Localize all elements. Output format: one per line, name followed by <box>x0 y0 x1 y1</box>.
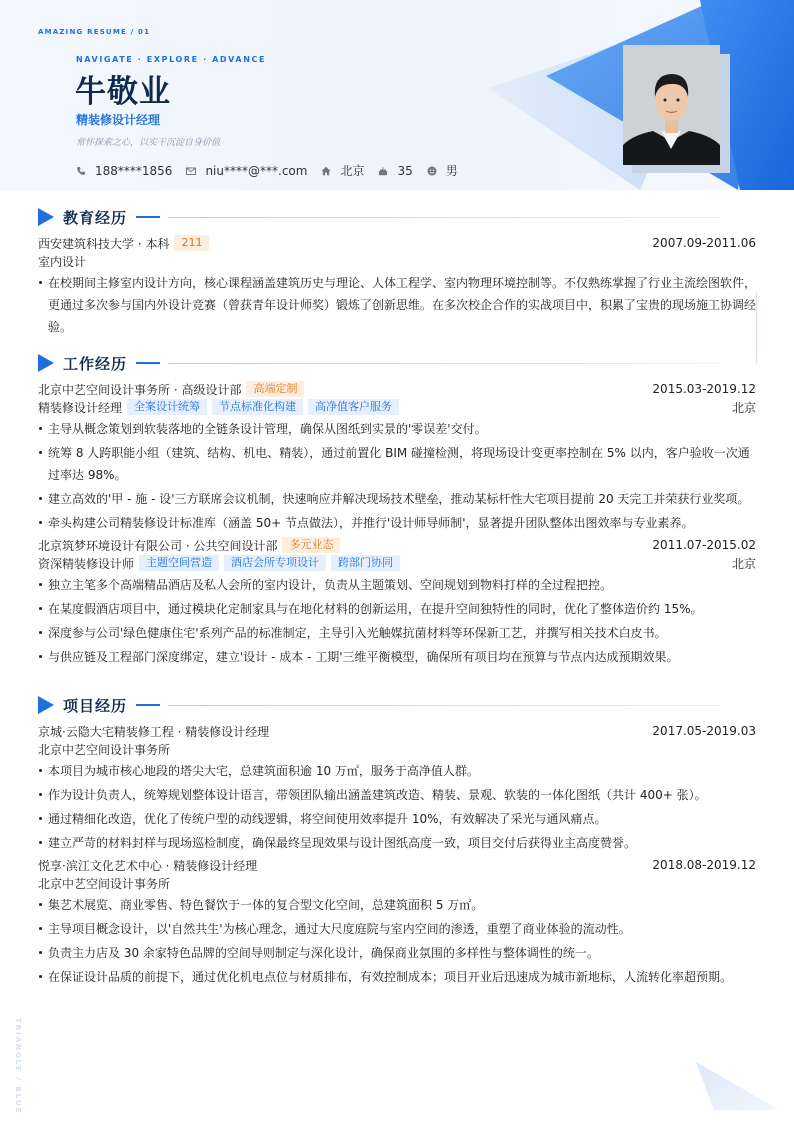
slogan-tag: NAVIGATE · EXPLORE · ADVANCE <box>76 55 267 64</box>
list-item: 独立主笔多个高端精品酒店及私人会所的室内设计，负责从主题策划、空间规划到物料打样的全过程把控。 <box>38 574 756 596</box>
side-vertical-text: TRIANGLE / BLUE <box>14 1018 22 1115</box>
project-org-row <box>38 874 756 892</box>
motto: 常怀探索之心，以实干沉淀自身价值 <box>76 138 221 148</box>
location-text: 北京 <box>340 164 365 178</box>
list-item: 主导项目概念设计，以'自然共生'为核心理念，通过大尺度庭院与室内空间的渗透，重塑了商业体验的流动性。 <box>38 918 756 940</box>
gender-icon <box>427 166 437 176</box>
triangle-icon <box>38 208 54 226</box>
mail-icon <box>186 166 196 176</box>
project-date: 2017.05-2019.03 <box>652 724 756 738</box>
section-header <box>38 695 756 715</box>
candidate-name: 牛敬业 <box>75 74 171 110</box>
title-dash <box>136 362 160 364</box>
contact-phone <box>76 164 172 178</box>
title-divider <box>168 217 720 218</box>
list-item: 作为设计负责人，统筹规划整体设计语言，带领团队输出涵盖建筑改造、精装、景观、软装的一体化图纸（共计 400+ 张）。 <box>38 784 756 806</box>
project-bullets <box>38 894 756 988</box>
list-item: 负责主力店及 30 余家特色品牌的空间导则制定与深化设计，确保商业氛围的多样性与整体调性的统一。 <box>38 942 756 964</box>
project-org: 北京中艺空间设计事务所 <box>38 742 171 757</box>
list-item: 通过精细化改造，优化了传统户型的动线逻辑，将空间使用效率提升 10%，有效解决了采光与通风痛点。 <box>38 808 756 830</box>
brand-tag: AMAZING RESUME / 01 <box>38 28 151 36</box>
phone-icon <box>76 166 86 176</box>
footer-triangle-decoration <box>690 1060 794 1123</box>
company-name: 北京中艺空间设计事务所 · 高级设计部 <box>38 382 242 397</box>
contact-gender <box>427 162 458 179</box>
project-name: 京城·云隐大宅精装修工程 · 精装修设计经理 <box>38 724 270 739</box>
list-item: 统筹 8 人跨职能小组（建筑、结构、机电、精装），通过前置化 BIM 碰撞检测，将现场设计变更率控制在 5% 以内，客户验收一次通过率达 98%。 <box>38 442 756 486</box>
side-divider <box>756 292 757 364</box>
major-row <box>38 252 756 270</box>
skill-tag: 高净值客户服务 <box>308 399 399 415</box>
title-divider <box>168 363 720 364</box>
project-org: 北京中艺空间设计事务所 <box>38 876 171 891</box>
role: 资深精装修设计师 <box>38 556 135 571</box>
company-tag: 高端定制 <box>246 381 304 397</box>
contact-email <box>186 164 307 178</box>
skill-tag: 节点标准化构建 <box>212 399 303 415</box>
list-item: 与供应链及工程部门深度绑定，建立'设计 - 成本 - 工期'三维平衡模型，确保所有项目均在预算与节点内达成预期效果。 <box>38 646 756 668</box>
title-dash <box>136 704 160 706</box>
work-section <box>38 353 756 670</box>
role-row <box>38 554 756 572</box>
contact-location <box>321 162 364 179</box>
skill-tag: 全案设计统筹 <box>127 399 207 415</box>
skill-tag: 主题空间营造 <box>139 555 219 571</box>
list-item: 在某度假酒店项目中，通过模块化定制家具与在地化材料的创新运用，在提升空间独特性的同时，优化了整体造价约 15%。 <box>38 598 756 620</box>
list-item: 深度参与公司'绿色健康住宅'系列产品的标准制定，主导引入光触媒抗菌材料等环保新工艺，并撰写相关技术白皮书。 <box>38 622 756 644</box>
skill-tag: 跨部门协同 <box>331 555 400 571</box>
project-row <box>38 722 756 740</box>
list-item: 本项目为城市核心地段的塔尖大宅，总建筑面积逾 10 万㎡，服务于高净值人群。 <box>38 760 756 782</box>
education-date: 2007.09-2011.06 <box>652 236 756 250</box>
job-date: 2015.03-2019.12 <box>652 382 756 396</box>
section-header <box>38 207 756 227</box>
triangle-icon <box>38 354 54 372</box>
education-school-group <box>38 235 209 252</box>
list-item: 集艺术展览、商业零售、特色餐饮于一体的复合型文化空间，总建筑面积 5 万㎡。 <box>38 894 756 916</box>
job-date: 2011.07-2015.02 <box>652 538 756 552</box>
projects-section <box>38 695 756 990</box>
title-divider <box>168 705 720 706</box>
list-item: 建立严苛的材料封样与现场巡检制度，确保最终呈现效果与设计图纸高度一致，项目交付后获得业主高度赞誉。 <box>38 832 756 854</box>
list-item: 主导从概念策划到软装落地的全链条设计管理，确保从图纸到实景的'零误差'交付。 <box>38 418 756 440</box>
list-item: 建立高效的'甲 - 施 - 设'三方联席会议机制，快速响应并解决现场技术壁垒，推动某标杆性大宅项目提前 20 天完工并荣获行业奖项。 <box>38 488 756 510</box>
job-row <box>38 380 756 398</box>
project-row <box>38 856 756 874</box>
job-row <box>38 536 756 554</box>
contact-age <box>378 164 412 178</box>
section-title: 工作经历 <box>63 354 128 373</box>
phone-text: 188****1856 <box>95 163 173 178</box>
triangle-icon <box>38 696 54 714</box>
school-tag: 211 <box>174 235 209 251</box>
home-icon <box>321 166 331 176</box>
project-name: 悦享·滨江文化艺术中心 · 精装修设计经理 <box>38 858 258 873</box>
education-section <box>38 207 756 340</box>
title-dash <box>136 216 160 218</box>
job-bullets <box>38 418 756 534</box>
job-city: 北京 <box>731 556 756 571</box>
company-tag: 多元业态 <box>282 537 340 553</box>
project-bullets <box>38 760 756 854</box>
job-company-group <box>38 381 304 398</box>
project-date: 2018.08-2019.12 <box>652 858 756 872</box>
profile-photo <box>623 45 720 165</box>
role-group <box>38 555 400 572</box>
job-title: 精装修设计经理 <box>76 113 161 127</box>
job-bullets <box>38 574 756 668</box>
education-row <box>38 234 756 252</box>
cake-icon <box>378 166 388 176</box>
list-item: 在保证设计品质的前提下，通过优化机电点位与材质排布，有效控制成本；项目开业后迅速成为城市新地标，人流转化率超预期。 <box>38 966 756 988</box>
job-city: 北京 <box>731 400 756 415</box>
role: 精装修设计经理 <box>38 400 123 415</box>
project-org-row <box>38 740 756 758</box>
list-item: 牵头构建公司精装修设计标准库（涵盖 50+ 节点做法），并推行'设计师导师制'，显著提升团队整体出图效率与专业素养。 <box>38 512 756 534</box>
email-text: niu****@***.com <box>205 163 308 178</box>
list-item: 在校期间主修室内设计方向，核心课程涵盖建筑历史与理论、人体工程学、室内物理环境控制等。不仅熟练掌握了行业主流绘图软件，更通过多次参与国内外设计竞赛（曾获青年设计师奖）锻炼了创新思维。在多次校企合作的实战项目中，积累了宝贵的现场施工协调经验。 <box>38 272 756 338</box>
section-title: 教育经历 <box>63 208 128 227</box>
age-text: 35 <box>397 163 413 178</box>
job-company-group <box>38 537 340 554</box>
major: 室内设计 <box>38 254 87 269</box>
skill-tag: 酒店会所专项设计 <box>224 555 326 571</box>
resume-header <box>0 0 794 190</box>
company-name: 北京筑梦环境设计有限公司 · 公共空间设计部 <box>38 538 278 553</box>
gender-text: 男 <box>445 164 458 178</box>
school-name: 西安建筑科技大学 · 本科 <box>38 236 170 251</box>
education-bullets <box>38 272 756 338</box>
section-title: 项目经历 <box>63 696 128 715</box>
section-header <box>38 353 756 373</box>
role-group <box>38 399 399 416</box>
role-row <box>38 398 756 416</box>
contact-info <box>76 162 472 179</box>
